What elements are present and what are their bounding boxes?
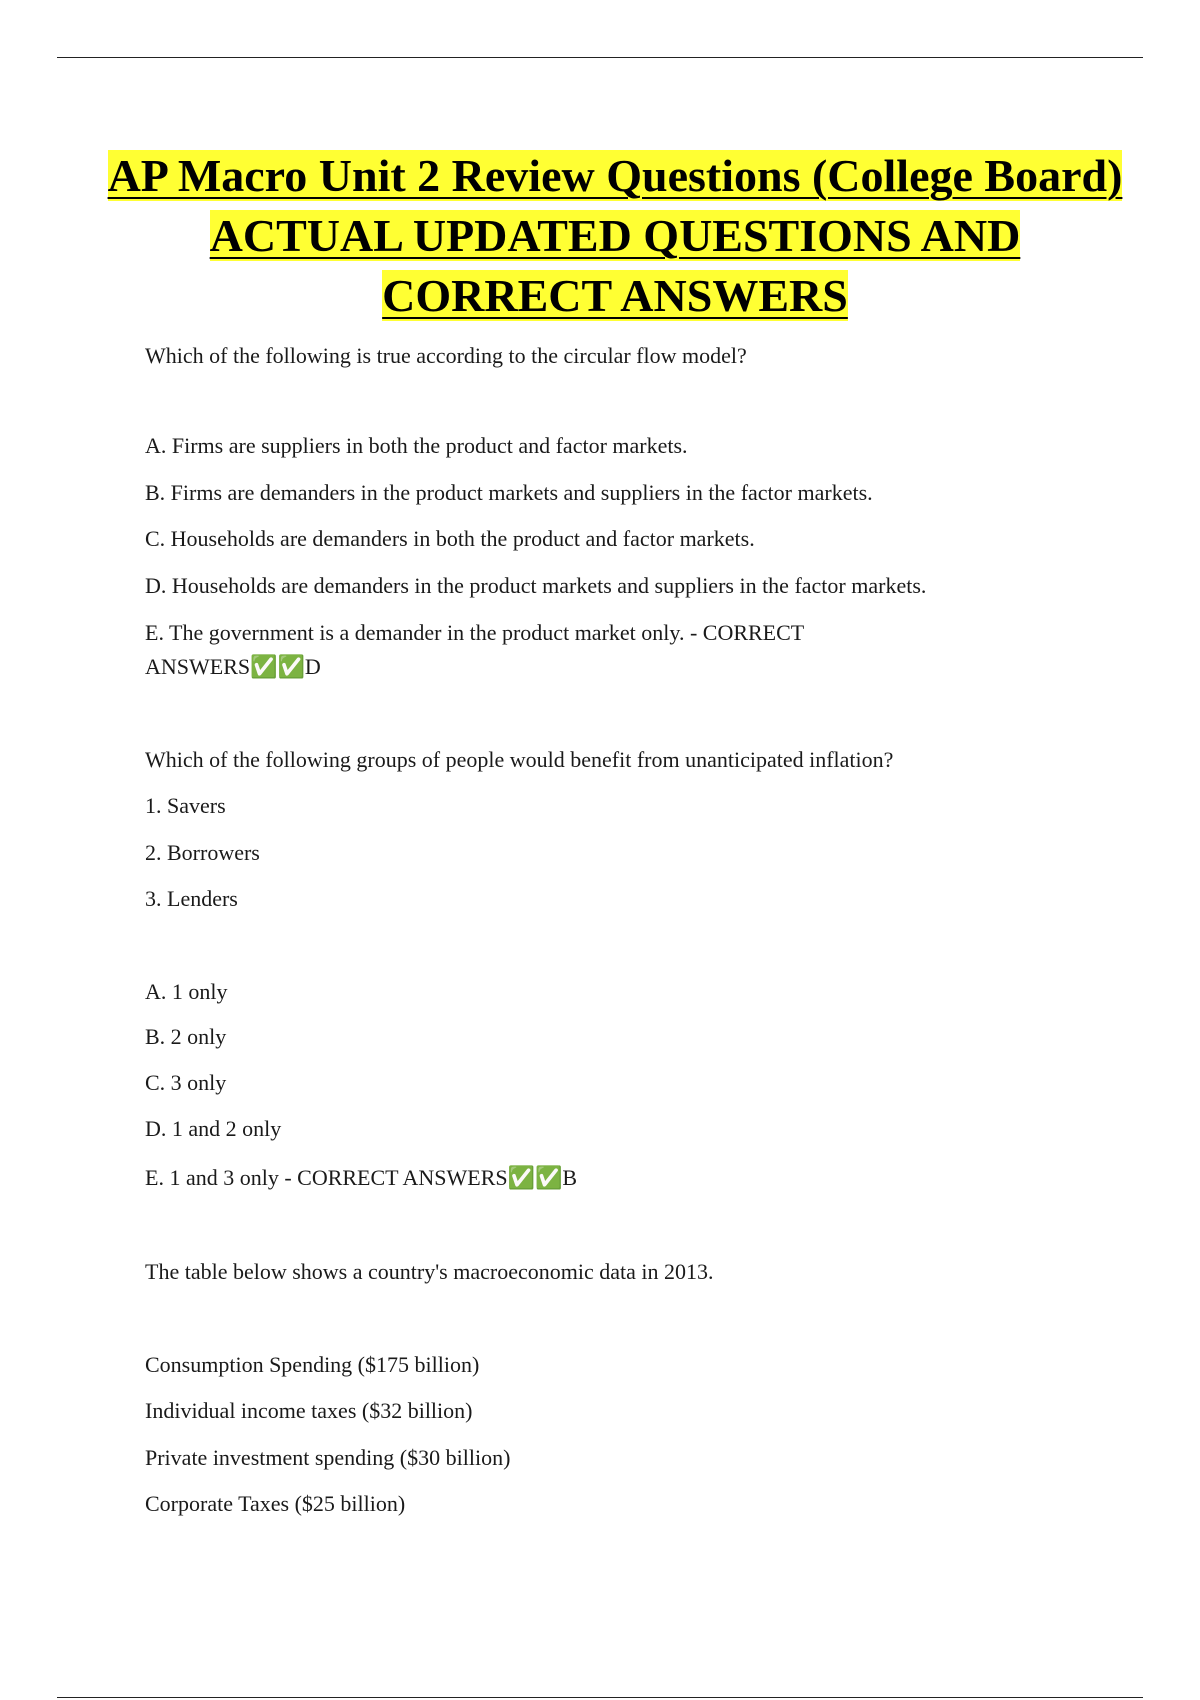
top-rule [57,57,1143,58]
q3-intro: The table below shows a country's macroeconomic data in 2013. [145,1259,714,1284]
q2-item-1: 1. Savers [145,793,226,818]
q1-question: Which of the following is true according to the circular flow model? [145,343,747,368]
q2-option-b: B. 2 only [145,1024,227,1049]
q2-option-c: C. 3 only [145,1070,227,1095]
q1-option-c: C. Households are demanders in both the product and factor markets. [145,526,755,551]
q2-option-a: A. 1 only [145,979,228,1004]
bottom-rule [57,1697,1143,1698]
q1-option-a: A. Firms are suppliers in both the product and factor markets. [145,433,688,458]
q3-data-corporate-taxes: Corporate Taxes ($25 billion) [145,1491,406,1516]
q2-option-e-answer: E. 1 and 3 only - CORRECT ANSWERS✅✅B [145,1165,578,1190]
q2-item-2: 2. Borrowers [145,840,260,865]
document-title-text: AP Macro Unit 2 Review Questions (College Board) ACTUAL UPDATED QUESTIONS AND CORRECT ANSWERS [107,150,1123,321]
q3-data-consumption: Consumption Spending ($175 billion) [145,1352,480,1377]
q2-item-3: 3. Lenders [145,886,238,911]
q3-data-income-taxes: Individual income taxes ($32 billion) [145,1398,473,1423]
document-title [100,146,1130,326]
q3-data-investment: Private investment spending ($30 billion) [145,1445,511,1470]
q1-option-e-answer: E. The government is a demander in the product market only. - CORRECT ANSWERS✅✅D [145,620,804,679]
q2-option-d: D. 1 and 2 only [145,1116,282,1141]
q2-question: Which of the following groups of people would benefit from unanticipated inflation? [145,747,894,772]
q1-option-b: B. Firms are demanders in the product markets and suppliers in the factor markets. [145,480,873,505]
q1-option-d: D. Households are demanders in the product markets and suppliers in the factor markets. [145,573,927,598]
